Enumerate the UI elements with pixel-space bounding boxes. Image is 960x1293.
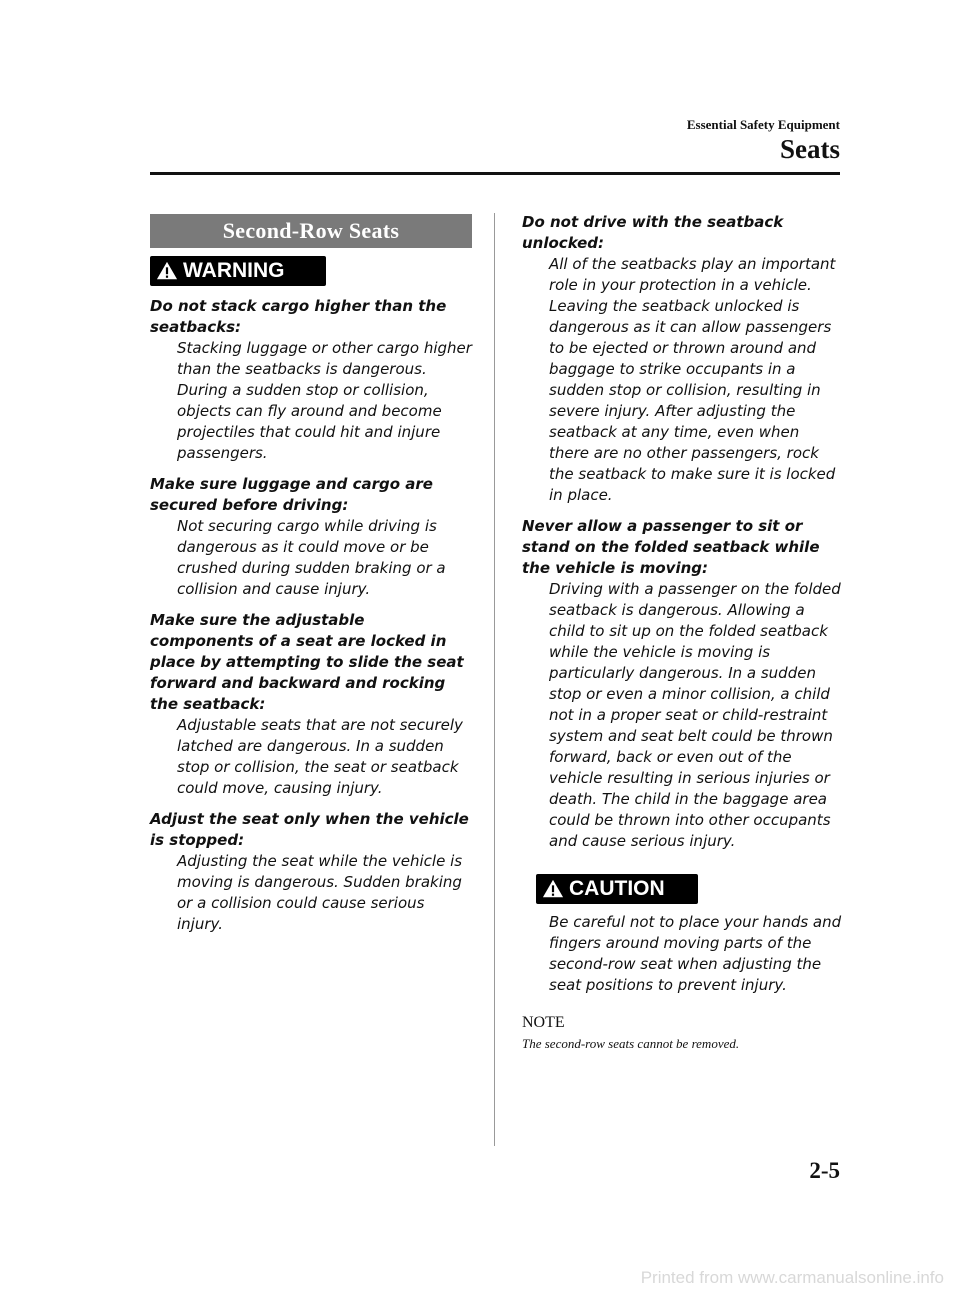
- caution-badge: [536, 874, 698, 904]
- warning-item-heading: Do not drive with the seatback unlocked:: [522, 213, 784, 252]
- caution-label: CAUTION: [569, 877, 665, 900]
- note-text: The second-row seats cannot be removed.: [522, 1036, 740, 1051]
- footer-watermark: Printed from www.carmanualsonline.info: [640, 1268, 944, 1287]
- warning-item-heading: Make sure the adjustable components of a seat are locked in place by attempting to slide the seat forward and backward and rocking the seatback:: [150, 611, 464, 713]
- warning-item: [522, 212, 842, 506]
- page-number: 2-5: [809, 1158, 840, 1183]
- left-column: [150, 214, 472, 935]
- running-header-chapter: Seats: [780, 134, 840, 164]
- warning-triangle-icon: [156, 260, 178, 282]
- warning-item-heading: Adjust the seat only when the vehicle is stopped:: [150, 810, 469, 849]
- warning-item-heading: Make sure luggage and cargo are secured before driving:: [150, 475, 433, 514]
- warning-item: [150, 809, 472, 935]
- warning-item-body: Not securing cargo while driving is dangerous as it could move or be crushed during sudden braking or a collision and cause injury.: [177, 517, 446, 598]
- warning-item-heading: Do not stack cargo higher than the seatbacks:: [150, 297, 447, 336]
- header-rule: [150, 172, 840, 175]
- warning-item-body: Adjustable seats that are not securely latched are dangerous. In a sudden stop or collision, the seat or seatback could move, causing injury.: [177, 716, 463, 797]
- warning-badge: [150, 256, 326, 286]
- warning-item-body: Driving with a passenger on the folded seatback is dangerous. Allowing a child to sit up on the folded seatback while the vehicle is moving is particularly dangerous. In a sudden stop or even a minor collision, a child not in a proper seat or child-restraint system and seat belt could be thrown forward, back or even out of the vehicle resulting in serious injuries or death. The child in the baggage area could be thrown into other occupants and cause serious injury.: [549, 580, 841, 850]
- note-label: NOTE: [522, 1014, 565, 1031]
- section-title: Second-Row Seats: [150, 214, 472, 248]
- warning-item-body: Stacking luggage or other cargo higher than the seatbacks is dangerous. During a sudden stop or collision, objects can fly around and become projectiles that could hit and injure passengers.: [177, 339, 472, 462]
- warning-item: [150, 610, 472, 799]
- warning-item: [150, 474, 472, 600]
- warning-item-heading: Never allow a passenger to sit or stand on the folded seatback while the vehicle is moving:: [522, 517, 820, 577]
- running-header-section: Essential Safety Equipment: [686, 117, 840, 132]
- right-column: [522, 212, 842, 1052]
- warning-item-body: All of the seatbacks play an important role in your protection in a vehicle. Leaving the seatback unlocked is dangerous as it can allow passengers to be ejected or thrown around and baggage to strike occupants in a sudden stop or collision, resulting in severe injury. After adjusting the seatback at any time, even when there are no other passengers, rock the seatback to make sure it is locked in place.: [549, 255, 836, 504]
- warning-item: [150, 296, 472, 464]
- warning-item-body: Adjusting the seat while the vehicle is moving is dangerous. Sudden braking or a collision could cause serious injury.: [177, 852, 463, 933]
- warning-label: WARNING: [183, 259, 285, 282]
- caution-body: Be careful not to place your hands and fingers around moving parts of the second-row seat when adjusting the seat positions to prevent injury.: [549, 913, 842, 994]
- warning-item: [522, 516, 842, 852]
- caution-triangle-icon: [542, 878, 564, 900]
- column-divider: [494, 213, 495, 1146]
